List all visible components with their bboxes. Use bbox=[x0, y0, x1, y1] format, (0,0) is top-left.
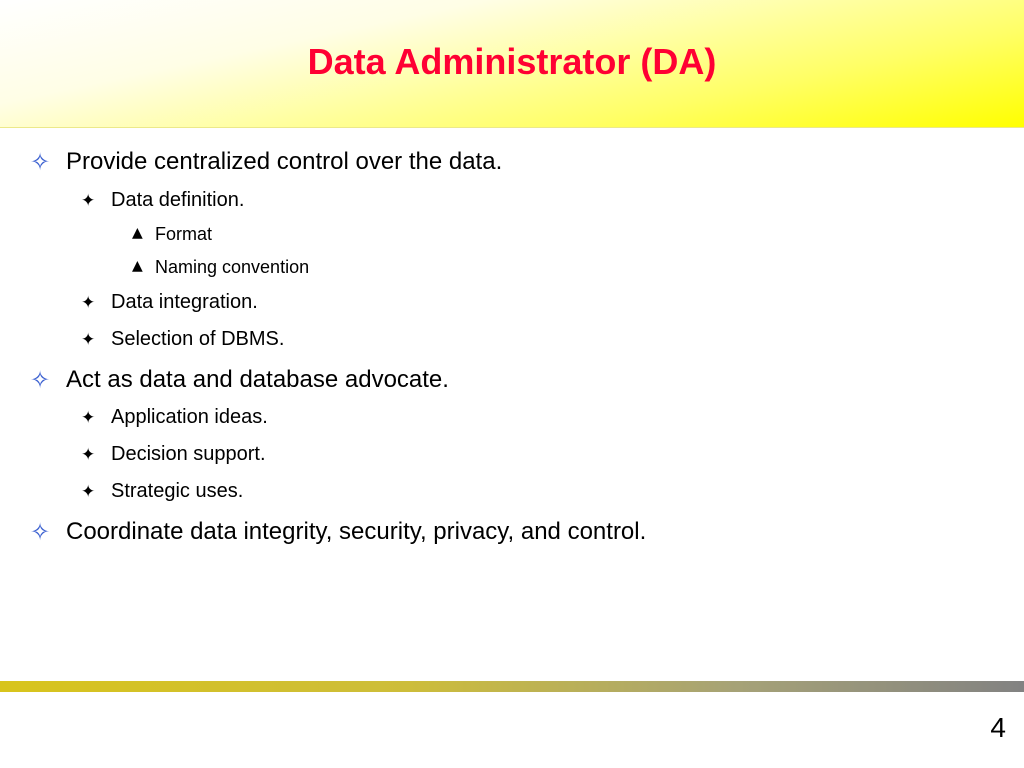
slide-title: Data Administrator (DA) bbox=[307, 41, 717, 82]
caret-up-icon: ▲ bbox=[132, 258, 143, 274]
bullet-text: Coordinate data integrity, security, privacy, and control. bbox=[66, 518, 647, 545]
four-point-star-icon: ✦ bbox=[81, 445, 96, 465]
bullet-text: Application ideas. bbox=[111, 406, 268, 428]
page-number: 4 bbox=[990, 712, 1006, 743]
four-point-star-icon: ✦ bbox=[81, 482, 96, 502]
bullet-text: Act as data and database advocate. bbox=[66, 366, 449, 393]
four-point-star-icon: ✦ bbox=[81, 293, 96, 313]
four-point-star-icon: ✦ bbox=[81, 191, 96, 211]
bullet-text: Data integration. bbox=[111, 291, 258, 313]
four-point-star-icon: ✦ bbox=[81, 330, 96, 350]
hollow-four-point-star-icon: ✧ bbox=[30, 366, 51, 394]
bullet-text: Naming convention bbox=[155, 257, 310, 277]
caret-up-icon: ▲ bbox=[132, 225, 143, 241]
footer-divider-bar bbox=[0, 681, 1024, 692]
bullet-text: Data definition. bbox=[111, 189, 245, 211]
bullet-text: Strategic uses. bbox=[111, 480, 244, 502]
bullet-text: Provide centralized control over the data. bbox=[66, 148, 503, 175]
bullet-text: Selection of DBMS. bbox=[111, 328, 285, 350]
hollow-four-point-star-icon: ✧ bbox=[30, 518, 51, 546]
four-point-star-icon: ✦ bbox=[81, 408, 96, 428]
bullet-text: Format bbox=[155, 224, 213, 244]
bullet-text: Decision support. bbox=[111, 443, 266, 465]
hollow-four-point-star-icon: ✧ bbox=[30, 148, 51, 176]
